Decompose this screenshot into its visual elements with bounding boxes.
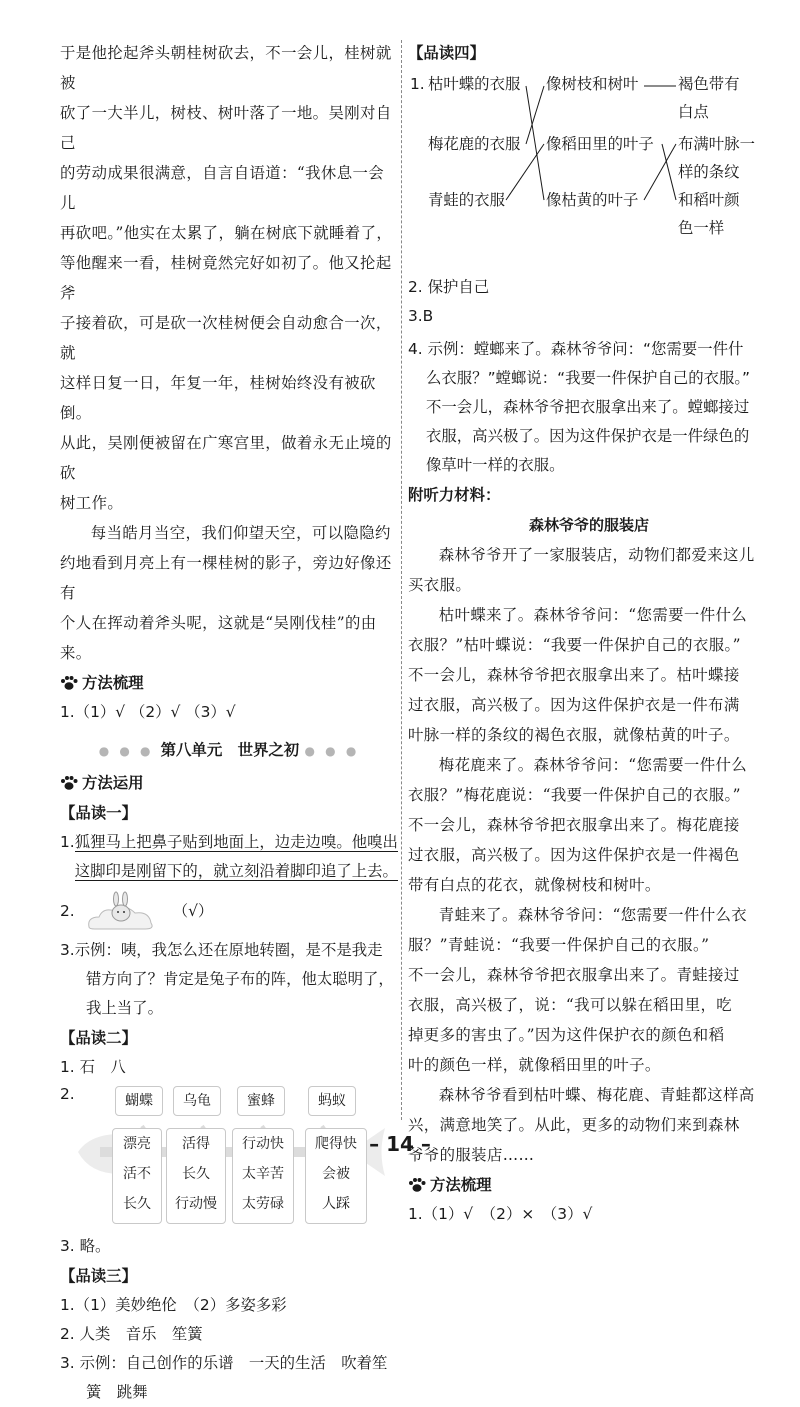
story-line: 等他醒来一看，桂树竟然完好如初了。他又抡起斧 bbox=[60, 254, 392, 302]
match-middle-item: 像树枝和树叶 bbox=[546, 75, 639, 93]
fish-head-label bbox=[115, 1086, 163, 1116]
story-line: 于是他抡起斧头朝桂树砍去，不一会儿，桂树就被 bbox=[60, 44, 392, 92]
story-continuation bbox=[60, 38, 398, 668]
answer-line: 3. 示例：自己创作的乐谱 一天的生活 吹着笙 bbox=[60, 1354, 388, 1372]
story-line: 衣服？”梅花鹿说：“我要一件保护自己的衣服。” bbox=[408, 786, 741, 804]
story-line: 不一会儿，森林爷爷把衣服拿出来了。梅花鹿接 bbox=[408, 816, 740, 834]
story-line: 过衣服，高兴极了。因为这件保护衣是一件布满 bbox=[408, 696, 740, 714]
match-middle-item: 像稻田里的叶子 bbox=[546, 135, 654, 153]
story-line: 个人在挥动着斧头呢，这就是“吴刚伐桂”的由来。 bbox=[60, 614, 377, 662]
pd2-q3: 3. 略。 bbox=[60, 1237, 111, 1255]
story-line: 服？”青蛙说：“我要一件保护自己的衣服。” bbox=[408, 936, 710, 954]
match-right-item: 褐色带有 bbox=[678, 75, 740, 93]
listening-label: 附听力材料： bbox=[408, 486, 501, 504]
answer-line: 4. 示例：螳螂来了。森林爷爷问：“您需要一件什 bbox=[408, 340, 744, 358]
match-right-item: 色一样 bbox=[678, 219, 725, 237]
answer-line: 么衣服？”螳螂说：“我要一件保护自己的衣服。” bbox=[426, 369, 751, 387]
story-line: 不一会儿，森林爷爷把衣服拿出来了。枯叶蝶接 bbox=[408, 666, 740, 684]
method-summary-heading bbox=[60, 668, 398, 698]
pd4-q3: 3.B bbox=[408, 307, 434, 325]
column-divider bbox=[401, 40, 402, 1120]
pd1-q3 bbox=[60, 936, 398, 1023]
fishbone-diagram bbox=[60, 1082, 398, 1232]
story-line: 衣服？”枯叶蝶说：“我要一件保护自己的衣服。” bbox=[408, 636, 741, 654]
answer-word: 活得 bbox=[182, 1136, 210, 1152]
listening-text bbox=[408, 540, 770, 1170]
story-line: 衣服，高兴极了，说：“我可以躲在稻田里，吃 bbox=[408, 996, 733, 1014]
method-summary-title: 方法梳理 bbox=[430, 1176, 492, 1194]
section-title: 【品读一】 bbox=[60, 804, 137, 822]
story-line: 掉更多的害虫了。”因为这件保护衣的颜色和稻 bbox=[408, 1026, 725, 1044]
question-number: 3. bbox=[60, 941, 75, 959]
paw-icon bbox=[60, 675, 78, 691]
match-right-item: 白点 bbox=[678, 103, 709, 121]
pd3-q3 bbox=[60, 1349, 398, 1407]
answer-word: 活不 bbox=[123, 1166, 151, 1182]
story-line: 枯叶蝶来了。森林爷爷问：“您需要一件什么 bbox=[438, 606, 748, 624]
method-apply-title: 方法运用 bbox=[82, 774, 144, 792]
story-line: 树工作。 bbox=[60, 494, 124, 512]
animal-name: 蚂蚁 bbox=[318, 1093, 346, 1109]
matching-diagram bbox=[408, 68, 770, 273]
animal-name: 蜜蜂 bbox=[247, 1093, 275, 1109]
pd3-q1: 1.（1）美妙绝伦 （2）多姿多彩 bbox=[60, 1296, 287, 1314]
match-left-item: 梅花鹿的衣服 bbox=[428, 135, 521, 153]
story-line: 每当皓月当空，我们仰望天空，可以隐隐约 bbox=[90, 524, 391, 542]
section-title: 【品读四】 bbox=[408, 44, 485, 62]
answer-word: 行动快 bbox=[242, 1136, 284, 1152]
section-title: 【品读三】 bbox=[60, 1267, 137, 1285]
method-apply-heading bbox=[60, 768, 398, 798]
left-column bbox=[60, 38, 398, 1407]
paw-icon bbox=[60, 775, 78, 791]
pd1-q1 bbox=[60, 828, 398, 886]
pd1-q2-answer: （√） bbox=[172, 901, 214, 920]
pd4-q4 bbox=[408, 331, 770, 480]
story-line: 兴，满意地笑了。从此，更多的动物们来到森林 bbox=[408, 1116, 740, 1134]
answer-line: 我上当了。 bbox=[86, 999, 163, 1017]
answer-word: 太辛苦 bbox=[242, 1166, 284, 1182]
match-left-item: 枯叶蝶的衣服 bbox=[428, 75, 521, 93]
question-number: 1. bbox=[410, 75, 425, 93]
unit-title bbox=[60, 733, 398, 768]
fish-head-label bbox=[173, 1086, 221, 1116]
answer-word: 长久 bbox=[182, 1166, 210, 1182]
story-line: 这样日复一日，年复一年，桂树始终没有被砍倒。 bbox=[60, 374, 376, 422]
decor-dots: ● ● ● bbox=[304, 744, 360, 758]
animal-name: 蝴蝶 bbox=[125, 1093, 153, 1109]
match-middle-item: 像枯黄的叶子 bbox=[546, 191, 639, 209]
answer-line: 示例：咦，我怎么还在原地转圈，是不是我走 bbox=[74, 941, 383, 959]
question-number: 2. bbox=[60, 901, 75, 920]
story-line: 梅花鹿来了。森林爷爷问：“您需要一件什么 bbox=[438, 756, 748, 774]
answer-word: 爬得快 bbox=[315, 1136, 357, 1152]
story-line: 青蛙来了。森林爷爷问：“您需要一件什么衣 bbox=[438, 906, 748, 924]
answer-line: 不一会儿，森林爷爷把衣服拿出来了。螳螂接过 bbox=[426, 398, 750, 416]
pd1-q1-text bbox=[75, 828, 398, 886]
method-summary-title: 方法梳理 bbox=[82, 674, 144, 692]
fish-head-label bbox=[308, 1086, 356, 1116]
underlined-sentence: 狐狸马上把鼻子贴到地面上，边走边嗅。他嗅出 bbox=[74, 833, 398, 851]
match-right-item: 样的条纹 bbox=[678, 163, 740, 181]
pd1-q2 bbox=[60, 886, 398, 936]
answer-word: 长久 bbox=[123, 1196, 151, 1212]
fish-head-label bbox=[237, 1086, 285, 1116]
story-line: 叶的颜色一样，就像稻田里的叶子。 bbox=[408, 1056, 661, 1074]
animal-name: 乌龟 bbox=[183, 1093, 211, 1109]
answer-word: 会被 bbox=[322, 1166, 350, 1182]
answer-line: 簧 跳舞 bbox=[86, 1383, 148, 1401]
unit-title-text: 第八单元 世界之初 bbox=[160, 741, 300, 759]
listening-title: 森林爷爷的服装店 bbox=[528, 516, 649, 534]
story-line: 爷爷的服装店…… bbox=[408, 1146, 535, 1164]
story-line: 叶脉一样的条纹的褐色衣服，就像枯黄的叶子。 bbox=[408, 726, 740, 744]
answer-word: 漂亮 bbox=[123, 1136, 151, 1152]
answer-line: 衣服，高兴极了。因为这件保护衣是一件绿色的 bbox=[426, 427, 750, 445]
story-line: 森林爷爷开了一家服装店，动物们都爱来这儿 bbox=[438, 546, 755, 564]
story-line: 的劳动成果很满意，自言自语道：“我休息一会儿 bbox=[60, 164, 385, 212]
pd3-q2: 2. 人类 音乐 笙簧 bbox=[60, 1325, 203, 1343]
story-line: 森林爷爷看到枯叶蝶、梅花鹿、青蛙都这样高 bbox=[438, 1086, 755, 1104]
story-line: 过衣服，高兴极了。因为这件保护衣是一件褐色 bbox=[408, 846, 740, 864]
rabbit-on-cloud-image bbox=[83, 889, 159, 933]
story-line: 子接着砍，可是砍一次桂树便会自动愈合一次，就 bbox=[60, 314, 392, 362]
match-left-item: 青蛙的衣服 bbox=[428, 191, 505, 209]
page-number: – 14 – bbox=[369, 1132, 431, 1156]
story-line: 不一会儿，森林爷爷把衣服拿出来了。青蛙接过 bbox=[408, 966, 740, 984]
story-line: 约地看到月亮上有一棵桂树的影子，旁边好像还有 bbox=[60, 554, 392, 602]
answer-word: 太劳碌 bbox=[242, 1196, 284, 1212]
method-summary-heading bbox=[408, 1170, 770, 1200]
story-line: 砍了一大半儿，树枝、树叶落了一地。吴刚对自己 bbox=[60, 104, 392, 152]
match-right-item: 和稻叶颜 bbox=[678, 191, 740, 209]
method-summary-answer: 1.（1）√ （2）× （3）√ bbox=[408, 1205, 593, 1223]
question-number: 1. bbox=[60, 833, 75, 851]
story-line: 从此，吴刚便被留在广寒宫里，做着永无止境的砍 bbox=[60, 434, 392, 482]
paw-icon bbox=[408, 1177, 426, 1193]
story-line: 再砍吧。”他实在太累了，躺在树底下就睡着了， bbox=[60, 224, 393, 242]
answer-word: 人踩 bbox=[322, 1196, 350, 1212]
match-right-item: 布满叶脉一 bbox=[678, 135, 755, 153]
story-line: 买衣服。 bbox=[408, 576, 472, 594]
pd2-q1: 1. 石 八 bbox=[60, 1058, 126, 1076]
answer-word: 行动慢 bbox=[175, 1196, 217, 1212]
answer-line: 像草叶一样的衣服。 bbox=[426, 456, 565, 474]
answer-line: 错方向了？肯定是兔子布的阵，他太聪明了， bbox=[86, 970, 394, 988]
matching-lines bbox=[408, 68, 770, 273]
decor-dots: ● ● ● bbox=[98, 744, 161, 758]
question-number: 2. bbox=[60, 1085, 75, 1103]
pd4-q2: 2. 保护自己 bbox=[408, 278, 490, 296]
story-line: 带有白点的花衣，就像树枝和树叶。 bbox=[408, 876, 661, 894]
underlined-sentence: 这脚印是刚留下的，就立刻沿着脚印追了上去。 bbox=[74, 862, 398, 880]
method-summary-answer: 1.（1）√ （2）√ （3）√ bbox=[60, 703, 236, 721]
section-title: 【品读二】 bbox=[60, 1029, 137, 1047]
right-column bbox=[408, 38, 770, 1229]
